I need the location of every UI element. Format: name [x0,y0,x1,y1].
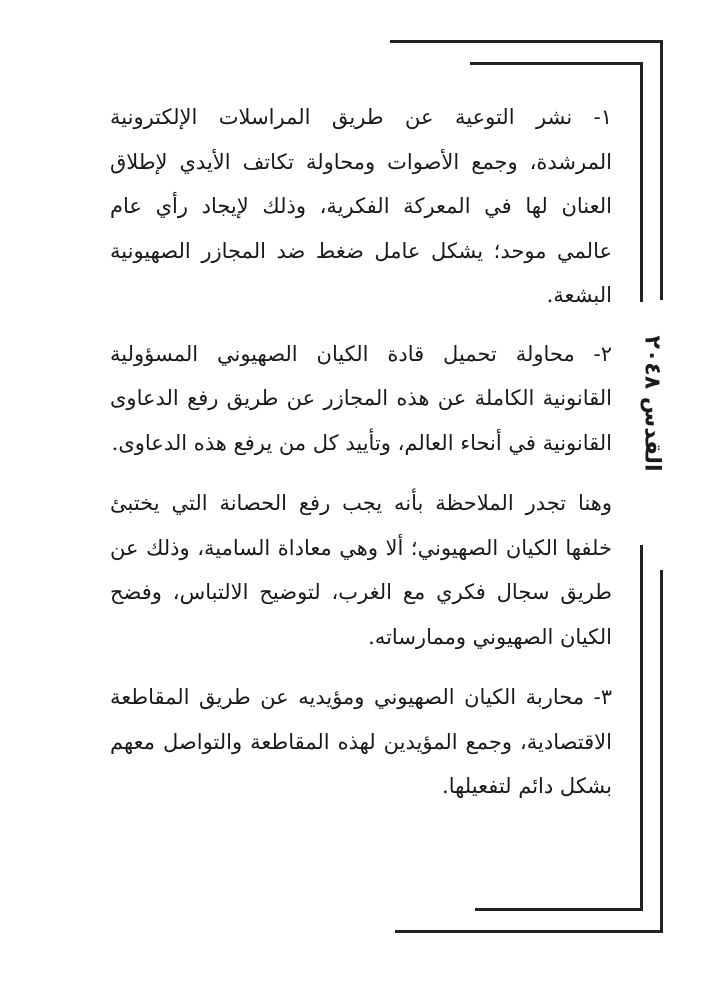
frame-right-inner-bottom-line [640,545,643,910]
frame-bottom-outer-line [395,930,663,933]
paragraph-3: وهنا تجدر الملاحظة بأنه يجب رفع الحصانة التي يختبئ خلفها الكيان الصهيوني؛ ألا وهي معاداة السامية، وذلك عن طريق سجال فكري مع الغرب، لتوضيح الالتباس، وفضح الكيان الصهيوني وممارساته. [110,491,612,649]
paragraph-2: ٢- محاولة تحميل قادة الكيان الصهيوني المسؤولية القانونية الكاملة عن هذه المجازر عن طريق رفع الدعاوى القانونية في أنحاء العالم، وتأييد كل من يرفع هذه الدعاوى. [110,341,612,455]
page-body [110,95,612,823]
frame-top-inner-line [470,62,640,65]
side-running-header-text: القدس ٢٠٤٨ [639,334,665,472]
paragraph-4: ٣- محاربة الكيان الصهيوني ومؤيديه عن طريق المقاطعة الاقتصادية، وجمع المؤيدين لهذه المقاطعة والتواصل معهم بشكل دائم لتفعيلها. [110,685,612,798]
frame-top-outer-line [390,40,662,43]
frame-right-inner-top-line [640,62,643,302]
side-running-header [622,318,682,488]
paragraph-1: ١- نشر التوعية عن طريق المراسلات الإلكترونية المرشدة، وجمع الأصوات ومحاولة تكاتف الأيدي لإطلاق العنان لها في المعركة الفكرية، وذلك لإيجاد رأي عام عالمي موحد؛ يشكل عامل ضغط ضد المجازر الصهيونية البشعة. [110,105,612,307]
frame-right-outer-bottom-line [660,570,663,932]
frame-bottom-inner-line [475,908,643,911]
frame-right-outer-top-line [660,40,663,300]
